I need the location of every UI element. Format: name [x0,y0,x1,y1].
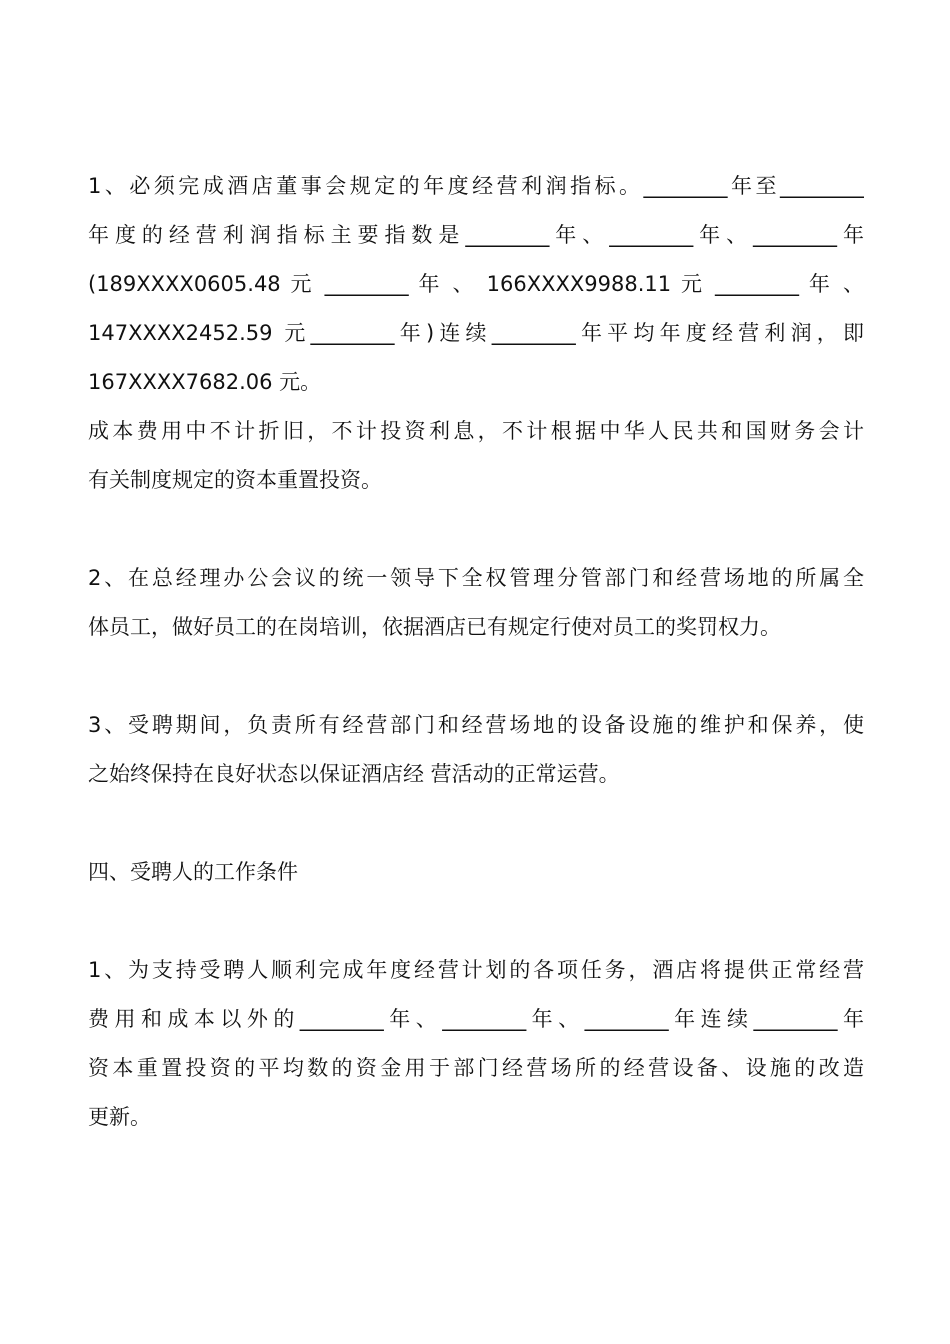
paragraph-line: 资本重置投资的平均数的资金用于部门经营场所的经营设备、设施的改造 [88,1056,864,1080]
paragraph-spacer [88,897,864,946]
paragraph-line: 1、必须完成酒店董事会规定的年度经营利润指标。________年至________ [88,174,864,198]
paragraph-line: 成本费用中不计折旧，不计投资利息，不计根据中华人民共和国财务会计 [88,419,864,443]
section-heading: 四、受聘人的工作条件 [88,860,298,884]
clause-1-paragraph [88,162,864,505]
paragraph-spacer [88,505,864,554]
document-body [88,162,864,1142]
paragraph-line: 3、受聘期间，负责所有经营部门和经营场地的设备设施的维护和保养，使 [88,713,864,737]
paragraph-line: 147XXXX2452.59 元________年)连续________年平均年度经营利润，即 [88,321,864,345]
paragraph-spacer [88,652,864,701]
paragraph-line: 之始终保持在良好状态以保证酒店经 营活动的正常运营。 [88,762,620,786]
working-conditions-clause-1 [88,946,864,1142]
paragraph-line: 1、为支持受聘人顺利完成年度经营计划的各项任务，酒店将提供正常经营 [88,958,864,982]
paragraph-line: (189XXXX0605.48 元 ________ 年 、 166XXXX9988.11 元 ________ 年 、 [88,272,864,296]
clause-2-paragraph [88,554,864,652]
paragraph-line: 更新。 [88,1105,151,1129]
paragraph-line: 167XXXX7682.06 元。 [88,370,322,394]
paragraph-line: 费用和成本以外的________年、________年、________年连续________年 [88,1007,864,1031]
paragraph-line: 年度的经营利润指标主要指数是________年、________年、________年 [88,223,864,247]
paragraph-line: 有关制度规定的资本重置投资。 [88,468,382,492]
paragraph-spacer [88,799,864,848]
paragraph-line: 体员工，做好员工的在岗培训，依据酒店已有规定行使对员工的奖罚权力。 [88,615,781,639]
clause-3-paragraph [88,701,864,799]
paragraph-line: 2、在总经理办公会议的统一领导下全权管理分管部门和经营场地的所属全 [88,566,864,590]
